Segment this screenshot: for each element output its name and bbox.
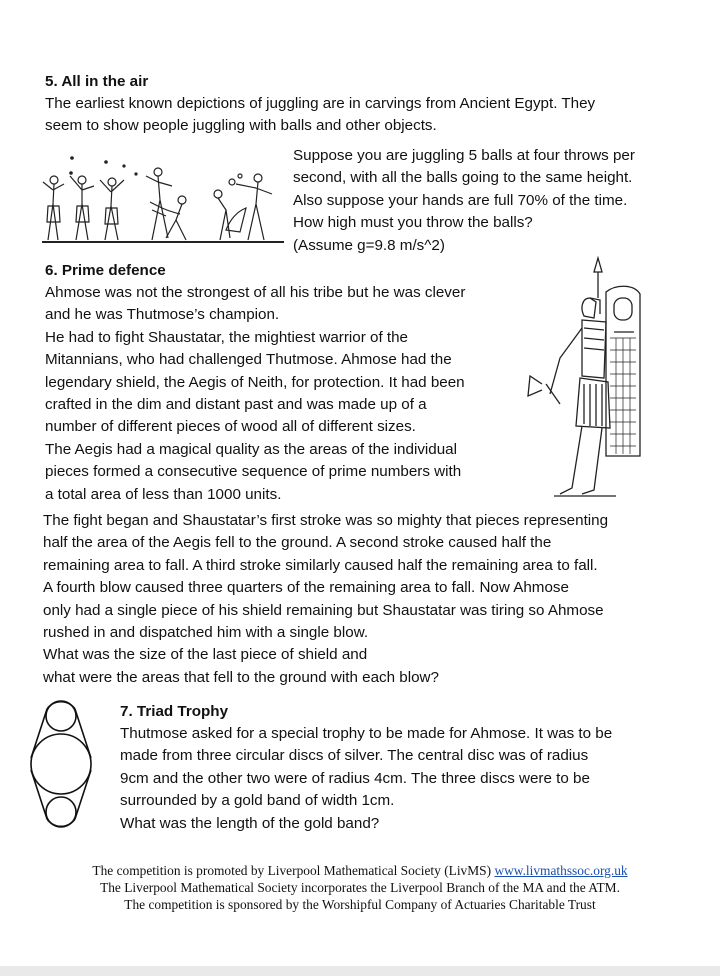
text-line: A fourth blow caused three quarters of the remaining area to fall. Now Ahmose — [43, 579, 569, 597]
text-line: legendary shield, the Aegis of Neith, for protection. It had been — [45, 373, 465, 391]
text-line: Also suppose your hands are full 70% of the time. — [293, 191, 628, 209]
problem-7-heading: 7. Triad Trophy — [120, 703, 229, 720]
text-line: pieces formed a consecutive sequence of prime numbers with — [45, 463, 462, 481]
text-line: half the area of the Aegis fell to the ground. A second stroke caused half the — [43, 534, 552, 552]
text-line: The earliest known depictions of juggling are in carvings from Ancient Egypt. They — [45, 95, 596, 112]
footer-promoter-text: The competition is promoted by Liverpool Mathematical Society (LivMS) — [92, 863, 492, 878]
problem-5-heading: 5. All in the air — [45, 73, 149, 90]
text-line: number of different pieces of wood all of different sizes. — [45, 418, 416, 436]
text-line: and he was Thutmose’s champion. — [45, 306, 280, 324]
text-line: second, with all the balls going to the same height. — [293, 169, 633, 187]
problem-6-side-text — [45, 282, 465, 506]
text-line: rushed in and dispatched him with a single blow. — [43, 623, 369, 641]
text-line: 9cm and the other two were of radius 4cm. The three discs were to be — [120, 769, 590, 787]
text-line: What was the length of the gold band? — [120, 814, 380, 832]
text-line: (Assume g=9.8 m/s^2) — [293, 236, 445, 254]
text-line: Ahmose was not the strongest of all his tribe but he was clever — [45, 284, 466, 301]
text-line: How high must you throw the balls? — [293, 214, 533, 232]
text-line: what were the areas that fell to the ground with each blow? — [43, 668, 439, 686]
text-line: crafted in the dim and distant past and was made up of a — [45, 395, 427, 413]
problem-7-text — [120, 723, 612, 835]
text-line: Suppose you are juggling 5 balls at four throws per — [293, 147, 635, 164]
text-line: The Aegis had a magical quality as the areas of the individual — [45, 440, 458, 458]
text-line: seem to show people juggling with balls and other objects. — [45, 117, 437, 135]
problem-5-intro — [45, 93, 595, 138]
problem-6-full-text — [43, 510, 608, 689]
text-line: The fight began and Shaustatar’s first stroke was so mighty that pieces representing — [43, 512, 609, 529]
text-line: made from three circular discs of silver. The central disc was of radius — [120, 747, 589, 765]
text-line: a total area of less than 1000 units. — [45, 485, 282, 503]
livmathssoc-link[interactable]: www.livmathssoc.org.uk — [494, 863, 628, 878]
text-line: remaining area to fall. A third stroke similarly caused half the remaining area to fall. — [43, 556, 598, 574]
footer-line-1 — [0, 862, 720, 879]
text-line: He had to fight Shaustatar, the mightiest warrior of the — [45, 328, 409, 346]
triad-trophy-diagram — [28, 696, 94, 832]
footer-line-2: The Liverpool Mathematical Society incorporates the Liverpool Branch of the MA and the ATM. — [100, 880, 620, 895]
egyptian-juggling-illustration — [40, 150, 290, 246]
text-line: Mitannians, who had challenged Thutmose. Ahmose had the — [45, 351, 452, 369]
footer-line-3: The competition is sponsored by the Worshipful Company of Actuaries Charitable Trust — [124, 897, 596, 912]
page-bottom-edge — [0, 966, 720, 976]
text-line: What was the size of the last piece of shield and — [43, 646, 368, 664]
text-line: Thutmose asked for a special trophy to be made for Ahmose. It was to be — [120, 725, 613, 742]
text-line: only had a single piece of his shield remaining but Shaustatar was tiring so Ahmose — [43, 601, 604, 619]
text-line: surrounded by a gold band of width 1cm. — [120, 792, 395, 810]
egyptian-warrior-shield-illustration — [520, 258, 650, 502]
problem-5-question — [293, 145, 635, 257]
problem-6-heading: 6. Prime defence — [45, 262, 166, 279]
